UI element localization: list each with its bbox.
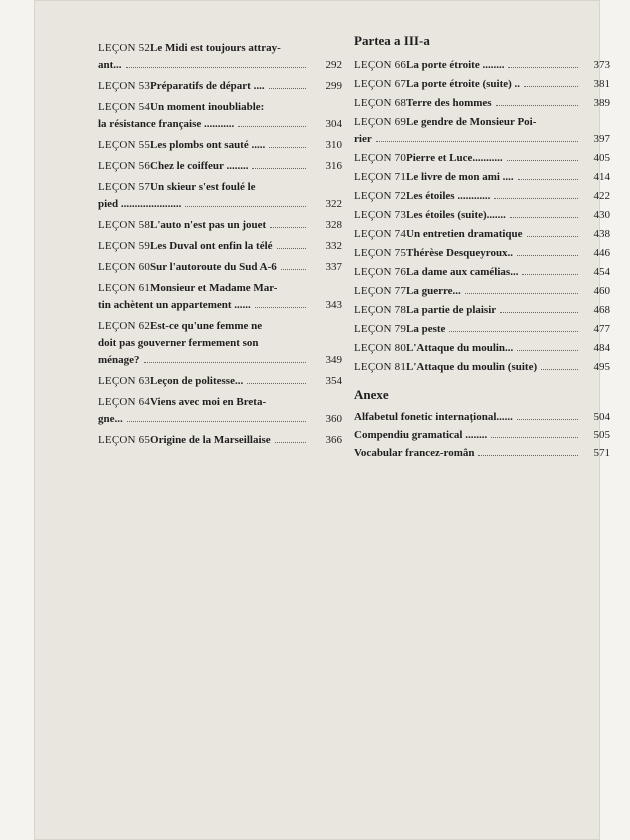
annex-entry-line <box>354 445 610 462</box>
toc-entry-line <box>354 114 610 131</box>
toc-entry <box>98 318 342 369</box>
dot-leader <box>238 126 306 127</box>
lesson-title: La porte étroite ........ <box>406 59 505 71</box>
annex-title: Vocabular francez-român <box>354 447 475 459</box>
toc-entry <box>354 150 610 167</box>
toc-entry-line <box>354 169 610 186</box>
annex-entry-line <box>354 427 610 444</box>
toc-entry <box>98 238 342 255</box>
toc-entry <box>354 245 610 262</box>
toc-entry <box>98 78 342 95</box>
dot-leader <box>478 455 578 456</box>
toc-entry-line <box>98 394 342 411</box>
toc-entry-line <box>354 245 610 262</box>
page-number: 438 <box>593 228 610 240</box>
toc-entry <box>98 40 342 74</box>
page-number: 349 <box>325 354 342 366</box>
dot-leader <box>500 312 578 313</box>
page-number: 366 <box>325 434 342 446</box>
toc-entry-line <box>98 158 342 175</box>
page-number: 414 <box>593 171 610 183</box>
toc-entry <box>98 432 342 449</box>
page-number: 397 <box>593 133 610 145</box>
page-number: 389 <box>593 97 610 109</box>
toc-entry-line <box>98 259 342 276</box>
lesson-label: LEÇON 57 <box>98 181 151 193</box>
lesson-label: LEÇON 73 <box>354 209 407 221</box>
dot-leader <box>185 206 306 207</box>
annex-list <box>354 409 610 462</box>
dot-leader <box>508 67 578 68</box>
annex-entry-line <box>354 409 610 426</box>
lesson-title: gne... <box>98 413 123 425</box>
lesson-label: LEÇON 66 <box>354 59 407 71</box>
page-number: 337 <box>325 261 342 273</box>
lesson-title: Les Duval ont enfin la télé <box>150 240 273 252</box>
page-number: 504 <box>593 411 610 423</box>
toc-entry <box>98 99 342 133</box>
toc-entry-line <box>354 57 610 74</box>
lesson-label: LEÇON 60 <box>98 261 151 273</box>
lesson-label: LEÇON 81 <box>354 361 407 373</box>
page-number: 360 <box>325 413 342 425</box>
page-number: 571 <box>593 447 610 459</box>
toc-entry-line <box>354 264 610 281</box>
page-number: 381 <box>593 78 610 90</box>
lesson-title: Sur l'autoroute du Sud A-6 <box>150 261 277 273</box>
lesson-title: Les étoiles (suite)....... <box>406 209 506 221</box>
lesson-title: Pierre et Luce........... <box>406 152 503 164</box>
lesson-label: LEÇON 78 <box>354 304 407 316</box>
lesson-label: LEÇON 53 <box>98 80 151 92</box>
lesson-label: LEÇON 56 <box>98 160 151 172</box>
lesson-title: doit pas gouverner fermement son <box>98 337 259 349</box>
dot-leader <box>281 269 306 270</box>
lesson-title: Le gendre de Monsieur Poi- <box>406 116 537 128</box>
lesson-title: Leçon de politesse... <box>150 375 244 387</box>
toc-entry-line <box>354 302 610 319</box>
lesson-title: La peste <box>406 323 446 335</box>
lesson-title: Terre des hommes <box>406 97 492 109</box>
toc-entry-line <box>354 95 610 112</box>
lesson-title: Chez le coiffeur ........ <box>150 160 249 172</box>
lesson-title: L'Attaque du moulin (suite) <box>406 361 538 373</box>
dot-leader <box>522 274 578 275</box>
lesson-title: rier <box>354 133 372 145</box>
toc-entry <box>98 394 342 428</box>
dot-leader <box>507 160 578 161</box>
page-number: 310 <box>325 139 342 151</box>
lesson-label: LEÇON 67 <box>354 78 407 90</box>
page-number: 354 <box>325 375 342 387</box>
book-page <box>34 0 610 840</box>
lesson-label: LEÇON 80 <box>354 342 407 354</box>
toc-entry <box>354 76 610 93</box>
lesson-title: La guerre... <box>406 285 461 297</box>
toc-entry-line <box>98 318 342 335</box>
toc-left-column <box>98 40 342 453</box>
toc-entry-line <box>98 196 342 213</box>
dot-leader <box>270 227 306 228</box>
dot-leader <box>269 147 306 148</box>
dot-leader <box>517 255 578 256</box>
toc-entry-line <box>98 335 342 352</box>
dot-leader <box>465 293 578 294</box>
toc-entry-line <box>98 238 342 255</box>
page-number: 316 <box>325 160 342 172</box>
toc-entry <box>354 226 610 243</box>
toc-entry-line <box>98 179 342 196</box>
page-number: 304 <box>325 118 342 130</box>
toc-entry-line <box>98 297 342 314</box>
annex-entry <box>354 409 610 426</box>
dot-leader <box>269 88 306 89</box>
page-number: 332 <box>325 240 342 252</box>
toc-entry <box>354 264 610 281</box>
toc-entry <box>98 217 342 234</box>
toc-entry-line <box>98 137 342 154</box>
toc-entry-line <box>98 432 342 449</box>
toc-entry-line <box>354 359 610 376</box>
annex-title: Alfabetul fonetic internațional...... <box>354 411 513 423</box>
toc-entry-line <box>98 280 342 297</box>
toc-entry <box>354 302 610 319</box>
toc-entry-line <box>354 226 610 243</box>
toc-entry-line <box>354 283 610 300</box>
toc-entry-line <box>354 188 610 205</box>
lesson-title: Monsieur et Madame Mar- <box>150 282 278 294</box>
page-number: 343 <box>325 299 342 311</box>
lesson-title: ant... <box>98 59 122 71</box>
toc-entry <box>354 283 610 300</box>
toc-entry <box>354 340 610 357</box>
toc-entry-line <box>354 207 610 224</box>
page-number: 299 <box>325 80 342 92</box>
lesson-label: LEÇON 58 <box>98 219 151 231</box>
dot-leader <box>496 105 578 106</box>
toc-entry-line <box>354 150 610 167</box>
dot-leader <box>518 179 578 180</box>
lesson-title: Le Midi est toujours attray- <box>150 42 281 54</box>
right-lessons-list <box>354 57 610 376</box>
lesson-label: LEÇON 69 <box>354 116 407 128</box>
lesson-title: Viens avec moi en Breta- <box>150 396 267 408</box>
dot-leader <box>127 421 306 422</box>
page-number: 484 <box>593 342 610 354</box>
lesson-label: LEÇON 77 <box>354 285 407 297</box>
toc-entry-line <box>98 411 342 428</box>
toc-entry <box>354 321 610 338</box>
lesson-label: LEÇON 74 <box>354 228 407 240</box>
lesson-title: Les plombs ont sauté ..... <box>150 139 266 151</box>
toc-entry-line <box>98 57 342 74</box>
page-number: 430 <box>593 209 610 221</box>
page-number: 328 <box>325 219 342 231</box>
annex-title: Compendiu gramatical ........ <box>354 429 488 441</box>
toc-entry <box>354 188 610 205</box>
lesson-label: LEÇON 76 <box>354 266 407 278</box>
dot-leader <box>144 362 306 363</box>
dot-leader <box>541 369 578 370</box>
lesson-label: LEÇON 61 <box>98 282 151 294</box>
toc-entry-line <box>354 340 610 357</box>
lesson-title: Origine de la Marseillaise <box>150 434 271 446</box>
lesson-label: LEÇON 72 <box>354 190 407 202</box>
toc-entry-line <box>98 373 342 390</box>
lesson-title: Un moment inoubliable: <box>150 101 265 113</box>
toc-entry <box>354 169 610 186</box>
lesson-title: Thérèse Desqueyroux.. <box>406 247 514 259</box>
dot-leader <box>255 307 306 308</box>
lesson-title: la résistance française ........... <box>98 118 235 130</box>
lesson-title: La dame aux camélias... <box>406 266 519 278</box>
toc-entry-line <box>354 76 610 93</box>
lesson-label: LEÇON 65 <box>98 434 151 446</box>
dot-leader <box>517 350 578 351</box>
page-number: 505 <box>593 429 610 441</box>
lesson-title: L'auto n'est pas un jouet <box>150 219 267 231</box>
toc-entry <box>354 207 610 224</box>
lesson-title: Le livre de mon ami .... <box>406 171 514 183</box>
annex-entry <box>354 445 610 462</box>
lesson-title: La porte étroite (suite) .. <box>406 78 521 90</box>
lesson-label: LEÇON 63 <box>98 375 151 387</box>
page-number: 460 <box>593 285 610 297</box>
part-heading: Partea a III-a <box>354 33 430 48</box>
page-number: 454 <box>593 266 610 278</box>
dot-leader <box>510 217 578 218</box>
lesson-title: ménage? <box>98 354 140 366</box>
dot-leader <box>247 383 306 384</box>
toc-entry <box>354 114 610 148</box>
toc-entry-line <box>354 131 610 148</box>
page-number: 422 <box>593 190 610 202</box>
toc-entry <box>98 259 342 276</box>
page-number: 477 <box>593 323 610 335</box>
lesson-title: L'Attaque du moulin... <box>406 342 514 354</box>
toc-entry-line <box>98 116 342 133</box>
dot-leader <box>275 442 306 443</box>
toc-entry <box>98 158 342 175</box>
toc-entry <box>354 359 610 376</box>
toc-entry-line <box>98 99 342 116</box>
toc-entry <box>98 137 342 154</box>
lesson-label: LEÇON 75 <box>354 247 407 259</box>
lesson-label: LEÇON 52 <box>98 42 151 54</box>
toc-entry <box>354 57 610 74</box>
dot-leader <box>494 198 578 199</box>
annex-heading: Anexe <box>354 387 389 402</box>
lesson-label: LEÇON 59 <box>98 240 151 252</box>
dot-leader <box>491 437 578 438</box>
lesson-label: LEÇON 54 <box>98 101 151 113</box>
page-number: 446 <box>593 247 610 259</box>
annex-entry <box>354 427 610 444</box>
page-number: 322 <box>325 198 342 210</box>
lesson-title: Est-ce qu'une femme ne <box>150 320 263 332</box>
lesson-label: LEÇON 68 <box>354 97 407 109</box>
lesson-label: LEÇON 55 <box>98 139 151 151</box>
toc-entry <box>98 373 342 390</box>
page-number: 468 <box>593 304 610 316</box>
lesson-label: LEÇON 70 <box>354 152 407 164</box>
lesson-label: LEÇON 64 <box>98 396 151 408</box>
dot-leader <box>252 168 306 169</box>
toc-entry-line <box>98 352 342 369</box>
toc-entry-line <box>98 78 342 95</box>
lesson-label: LEÇON 62 <box>98 320 151 332</box>
page-number: 292 <box>325 59 342 71</box>
lesson-title: Les étoiles ............ <box>406 190 491 202</box>
toc-entry <box>98 280 342 314</box>
dot-leader <box>527 236 578 237</box>
dot-leader <box>517 419 578 420</box>
lesson-title: pied ...................... <box>98 198 182 210</box>
lesson-title: tin achètent un appartement ...... <box>98 299 251 311</box>
dot-leader <box>376 141 578 142</box>
dot-leader <box>449 331 578 332</box>
toc-entry-line <box>98 40 342 57</box>
toc-entry-line <box>354 321 610 338</box>
page-number: 495 <box>593 361 610 373</box>
lesson-label: LEÇON 79 <box>354 323 407 335</box>
dot-leader <box>126 67 306 68</box>
toc-entry <box>354 95 610 112</box>
lesson-title: La partie de plaisir <box>406 304 497 316</box>
toc-entry <box>98 179 342 213</box>
toc-entry-line <box>98 217 342 234</box>
lesson-title: Préparatifs de départ .... <box>150 80 265 92</box>
page-number: 373 <box>593 59 610 71</box>
dot-leader <box>277 248 306 249</box>
page-number: 405 <box>593 152 610 164</box>
lesson-title: Un entretien dramatique <box>406 228 523 240</box>
lesson-label: LEÇON 71 <box>354 171 407 183</box>
lesson-title: Un skieur s'est foulé le <box>150 181 256 193</box>
toc-right-column <box>354 30 610 463</box>
dot-leader <box>524 86 578 87</box>
